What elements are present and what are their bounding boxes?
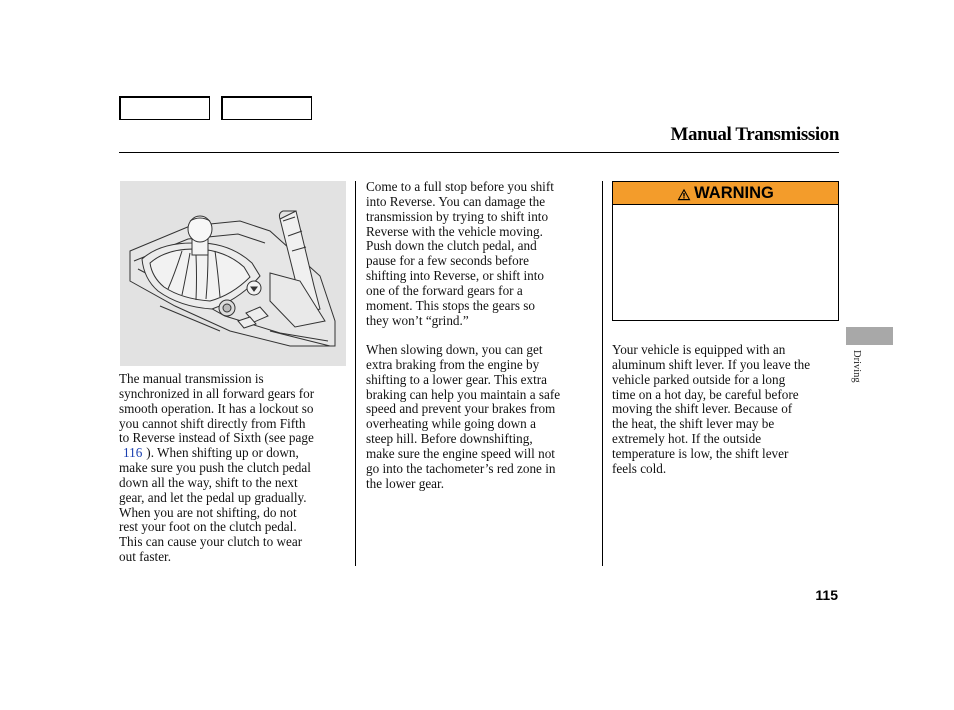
text-line: braking can help you maintain a safe [366, 386, 561, 402]
text-line: When slowing down, you can get [366, 342, 543, 357]
warning-label: WARNING [694, 183, 774, 202]
text-line: out faster. [119, 549, 172, 565]
text-line: smooth operation. It has a lockout so [119, 400, 314, 416]
text-line: Reverse with the vehicle moving. [366, 223, 543, 239]
text-line: extremely hot. If the outside [612, 431, 762, 447]
text-line: go into the tachometer’s red zone in [366, 460, 556, 476]
text-line: vehicle parked outside for a long [612, 371, 786, 387]
text-line: into Reverse. You can damage the [366, 193, 546, 209]
text-line: moment. This stops the gears so [366, 297, 535, 313]
text-line: the lower gear. [366, 475, 444, 491]
column2-paragraph-1 [366, 180, 596, 328]
text-line: Your vehicle is equipped with an [612, 342, 786, 357]
warning-triangle-icon [677, 187, 691, 200]
text-line: Come to a full stop before you shift [366, 179, 554, 194]
text-line: shifting to a lower gear. This extra [366, 371, 548, 387]
text-line: one of the forward gears for a [366, 282, 523, 298]
column-divider [355, 181, 356, 566]
text-line: make sure the engine speed will not [366, 445, 555, 461]
text-line: to Reverse instead of Sixth (see page [119, 430, 314, 446]
text-line: When you are not shifting, do not [119, 504, 297, 520]
text-line: steep hill. Before downshifting, [366, 431, 533, 447]
text-line: make sure you push the clutch pedal [119, 460, 311, 476]
title-rule [119, 152, 839, 153]
text-line: down all the way, shift to the next [119, 474, 298, 490]
section-label: Driving [851, 350, 862, 383]
warning-box [612, 181, 839, 321]
nav-button-1[interactable] [119, 96, 210, 120]
text-line: The manual transmission is [119, 371, 264, 386]
text-line: Push down the clutch pedal, and [366, 238, 537, 254]
text-line: pause for a few seconds before [366, 253, 529, 269]
column-divider [602, 181, 603, 566]
text-line: you cannot shift directly from Fifth [119, 415, 306, 431]
warning-header [613, 182, 838, 205]
text-line: gear, and let the pedal up gradually. [119, 489, 307, 505]
link-tail-text: ). When shifting up or down, [146, 445, 299, 461]
page-title: Manual Transmission [670, 124, 839, 145]
text-line: they won’t “grind.” [366, 312, 469, 328]
text-line: feels cold. [612, 460, 667, 476]
text-line: shifting into Reverse, or shift into [366, 268, 545, 284]
shift-lever-illustration [120, 181, 346, 366]
page-number: 115 [815, 587, 838, 603]
text-line: moving the shift lever. Because of [612, 401, 793, 417]
text-line: transmission by trying to shift into [366, 208, 549, 224]
column2-paragraph-2 [366, 343, 596, 491]
page-reference-link[interactable]: 116 [123, 445, 143, 461]
text-line: temperature is low, the shift lever [612, 445, 789, 461]
text-line: aluminum shift lever. If you leave the [612, 356, 811, 372]
text-line: overheating while going down a [366, 416, 536, 432]
text-line: rest your foot on the clutch pedal. [119, 519, 297, 535]
text-line-with-link [119, 446, 351, 461]
text-line: synchronized in all forward gears for [119, 385, 315, 401]
text-line: time on a hot day, be careful before [612, 386, 799, 402]
column3-paragraph [612, 343, 844, 477]
column1-paragraph [119, 372, 351, 565]
text-line: the heat, the shift lever may be [612, 416, 775, 432]
text-line: extra braking from the engine by [366, 356, 540, 372]
text-line: This can cause your clutch to wear [119, 534, 303, 550]
section-tab[interactable] [846, 327, 893, 345]
nav-button-2[interactable] [221, 96, 312, 120]
text-line: speed and prevent your brakes from [366, 401, 556, 417]
